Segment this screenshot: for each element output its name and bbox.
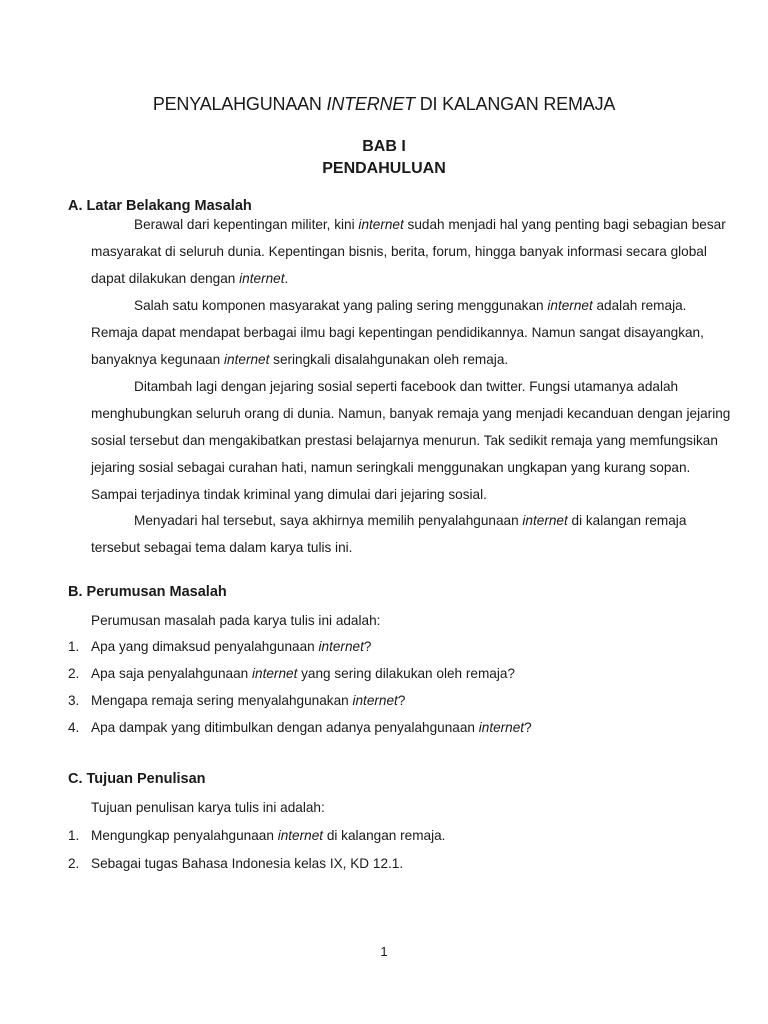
- page-number: 1: [380, 944, 388, 959]
- list-b-num-4: 4.: [68, 720, 80, 735]
- section-c-heading: C. Tujuan Penulisan: [68, 771, 206, 787]
- list-c-num-2: 2.: [68, 856, 80, 871]
- title-text-end: DI KALANGAN REMAJA: [414, 94, 616, 114]
- p3-line-4: jejaring sosial sebagai curahan hati, namun seringkali menggunakan ungkapan yang kurang sopan.: [91, 460, 691, 475]
- p4-line-2: tersebut sebagai tema dalam karya tulis ini.: [91, 540, 353, 555]
- list-b-item-1: Apa yang dimaksud penyalahgunaan internet?: [91, 639, 372, 654]
- p3-line-3: sosial tersebut dan mengakibatkan prestasi belajarnya menurun. Tak sedikit remaja yang memfungsikan: [91, 433, 718, 448]
- list-b-item-2: Apa saja penyalahgunaan internet yang sering dilakukan oleh remaja?: [91, 666, 515, 681]
- title-text: PENYALAHGUNAAN: [152, 94, 327, 114]
- p1-line-1: Berawal dari kepentingan militer, kini internet sudah menjadi hal yang penting bagi sebagian besar: [134, 217, 726, 232]
- section-b-heading: B. Perumusan Masalah: [68, 584, 227, 600]
- title-emphasis: INTERNET: [326, 94, 415, 114]
- p1-line-2: masyarakat di seluruh dunia. Kepentingan bisnis, berita, forum, hingga banyak informasi secara global: [91, 244, 707, 259]
- section-b-intro: Perumusan masalah pada karya tulis ini adalah:: [91, 613, 381, 628]
- list-b-item-4: Apa dampak yang ditimbulkan dengan adanya penyalahgunaan internet?: [91, 720, 532, 735]
- p4-line-1: Menyadari hal tersebut, saya akhirnya memilih penyalahgunaan internet di kalangan remaja: [134, 513, 687, 528]
- list-b-num-1: 1.: [68, 639, 80, 654]
- list-c-item-1: Mengungkap penyalahgunaan internet di kalangan remaja.: [91, 828, 446, 843]
- list-c-num-1: 1.: [68, 828, 80, 843]
- p2-line-3: banyaknya kegunaan internet seringkali disalahgunakan oleh remaja.: [91, 352, 509, 367]
- section-a-heading: A. Latar Belakang Masalah: [68, 198, 252, 214]
- chapter-number: BAB I: [362, 138, 406, 155]
- list-b-num-3: 3.: [68, 693, 80, 708]
- p3-line-2: menghubungkan seluruh orang di dunia. Namun, banyak remaja yang menjadi kecanduan dengan jejaring: [91, 406, 731, 421]
- p2-line-1: Salah satu komponen masyarakat yang paling sering menggunakan internet adalah remaja.: [134, 298, 687, 313]
- section-c-intro: Tujuan penulisan karya tulis ini adalah:: [91, 800, 325, 815]
- document-title: [0, 94, 768, 115]
- p1-line-3: dapat dilakukan dengan internet.: [91, 271, 289, 286]
- list-c-item-2: Sebagai tugas Bahasa Indonesia kelas IX, KD 12.1.: [91, 856, 404, 871]
- list-b-item-3: Mengapa remaja sering menyalahgunakan internet?: [91, 693, 406, 708]
- list-b-num-2: 2.: [68, 666, 80, 681]
- p3-line-1: Ditambah lagi dengan jejaring sosial seperti facebook dan twitter. Fungsi utamanya adalah: [134, 379, 679, 394]
- chapter-name: PENDAHULUAN: [322, 160, 446, 177]
- p2-line-2: Remaja dapat mendapat berbagai ilmu bagi kepentingan pendidikannya. Namun sangat disayangkan,: [91, 325, 704, 340]
- p3-line-5: Sampai terjadinya tindak kriminal yang dimulai dari jejaring sosial.: [91, 487, 487, 502]
